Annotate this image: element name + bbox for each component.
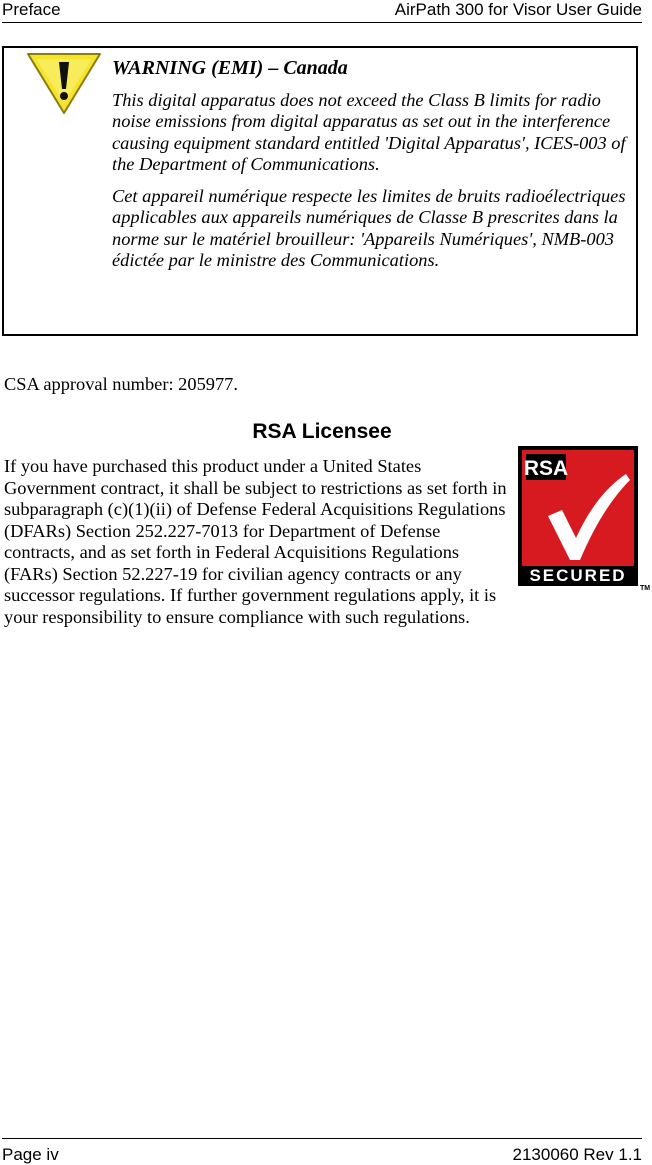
rsa-body: If you have purchased this product under a United States Government contract, it shall be subject to restrictions as set forth in subparagraph (c)(1)(ii) of Defense Federal Acquisitions Regulations (DFARs) Section 252.227-7013 for Department of Defense contracts, and as set forth in Federal Acquisitions Regulations (FARs) Section 52.227-19 for civilian agency contracts or any successor regulations. If further government regulations apply, it is your responsibility to ensure compliance with such regulations. [4, 456, 507, 627]
rsa-logo-caption: SECURED [529, 566, 627, 585]
warning-text [112, 58, 634, 282]
warning-box [2, 46, 638, 336]
warning-title: WARNING (EMI) – Canada [112, 57, 348, 79]
warning-paragraph-fr: Cet appareil numérique respecte les limites de bruits radioélectriques applicables aux appareils numériques de Classe B prescrites dans la norme sur le matériel brouilleur: 'Appareils Numériques', NMB-003 édictée par le ministre des Communications. [112, 185, 626, 270]
rsa-logo-brand: RSA [523, 457, 569, 480]
page-footer [2, 1138, 642, 1164]
rsa-section [4, 456, 651, 628]
page-header [2, 0, 642, 23]
footer-page-number: Page iv [2, 1145, 59, 1164]
header-doc-title: AirPath 300 for Visor User Guide [394, 0, 642, 19]
rsa-heading: RSA Licensee [252, 420, 392, 443]
csa-approval: CSA approval number: 205977. [4, 374, 238, 394]
footer-doc-revision: 2130060 Rev 1.1 [512, 1145, 642, 1164]
warning-paragraph-en: This digital apparatus does not exceed the Class B limits for radio noise emissions from digital apparatus as set out in the interference causing equipment standard entitled 'Digital Apparatus', ICES-003 of the Department of Communications. [112, 89, 626, 174]
warning-triangle-icon [26, 51, 102, 115]
header-section: Preface [2, 0, 61, 19]
rsa-logo-tm: TM [640, 585, 651, 592]
rsa-secured-logo [518, 446, 651, 596]
